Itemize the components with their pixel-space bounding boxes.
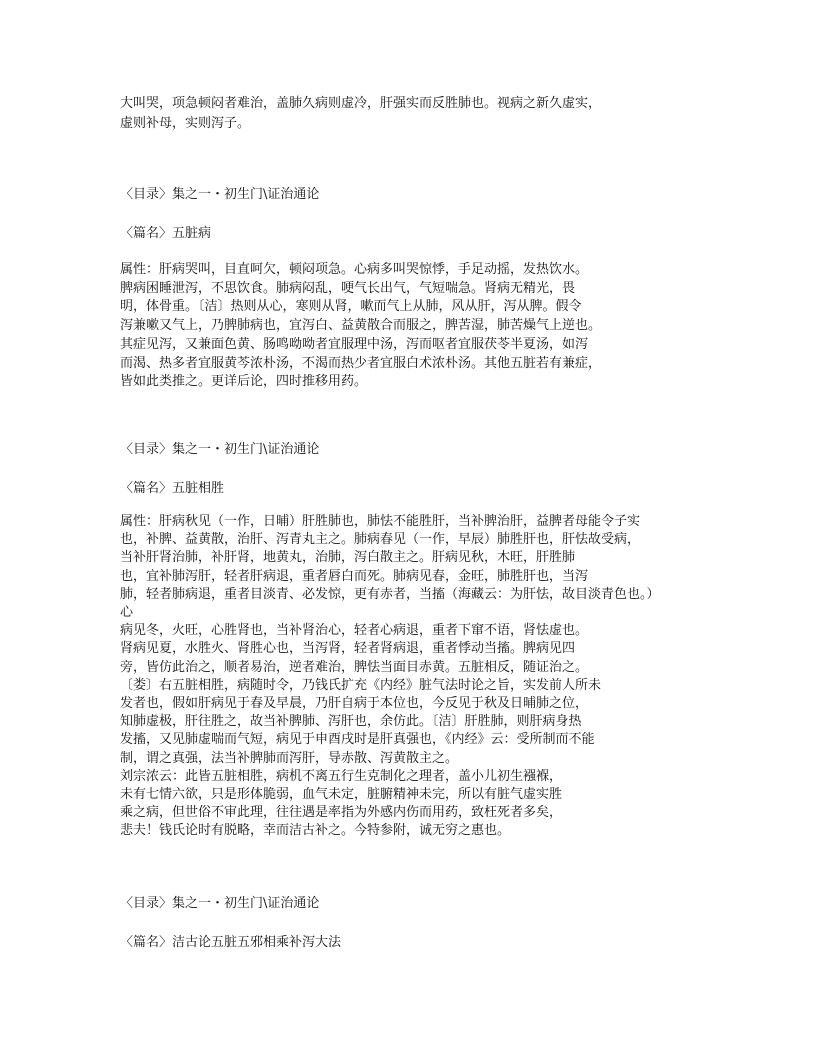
text-line: 制，谓之真强，法当补脾肺而泻肝，导赤散、泻黄散主之。 <box>120 750 459 766</box>
text-line: 发搐，又见肺虚喘而气短，病见于申酉戌时是肝真强也，《内经》云：受所制而不能 <box>120 732 595 748</box>
text-line: 〔娄〕右五脏相胜，病随时令，乃钱氏扩充《内经》脏气法时论之旨，实发前人所未 <box>120 677 602 693</box>
text-line: 病见冬，火旺，心胜肾也，当补肾治心，轻者心病退，重者下窜不语，肾怯虚也。 <box>120 623 589 639</box>
section-catalog-heading: 〈目录〉集之一・初生门\证治通论 <box>120 442 320 457</box>
text-line: 当补肝肾治肺，补肝肾，地黄丸，治肺，泻白散主之。肝病见秋，木旺，肝胜肺 <box>120 550 576 566</box>
section-catalog-heading: 〈目录〉集之一・初生门\证治通论 <box>120 896 320 911</box>
section-body-paragraph <box>120 261 710 392</box>
text-line: 属性：肝病秋见（一作，日晡）肝胜肺也，肺怯不能胜肝，当补脾治肝，益脾者母能令子实 <box>120 514 641 529</box>
section-body-paragraph <box>120 513 710 841</box>
text-line: 明，体骨重。〔洁〕热则从心，寒则从肾，嗽而气上从肺，风从肝，泻从脾。假令 <box>120 299 582 315</box>
text-line: 其症见泻，又兼面色黄、肠鸣呦呦者宜服理中汤，泻而呕者宜服茯苓半夏汤，如泻 <box>120 336 589 352</box>
text-line: 知肺虚极，肝往胜之，故当补脾肺、泻肝也，余仿此。〔洁〕肝胜肺，则肝病身热 <box>120 714 582 730</box>
text-line: 而渴、热多者宜服黄芩浓朴汤，不渴而热少者宜服白术浓朴汤。其他五脏若有兼症， <box>120 355 602 371</box>
text-line: 肾病见夏，水胜火、肾胜心也，当泻肾，轻者肾病退，重者悸动当搐。脾病见四 <box>120 641 576 657</box>
text-line: 悲夫！钱氏论时有脱略，幸而洁古补之。今特参附，诚无穷之惠也。 <box>120 823 511 839</box>
section-title-heading: 〈篇名〉五脏病 <box>120 226 212 241</box>
text-line: 虚则补母，实则泻子。 <box>120 116 251 131</box>
text-line: 刘宗浓云：此皆五脏相胜，病机不离五行生克制化之理者，盖小儿初生襁褓， <box>120 768 563 784</box>
section-title-heading: 〈篇名〉洁古论五脏五邪相乘补泻大法 <box>120 935 342 950</box>
section-title-heading: 〈篇名〉五脏相胜 <box>120 481 225 496</box>
text-line: 泻兼嗽又气上，乃脾肺病也，宜泻白、益黄散合而服之，脾苦湿，肺苦燥气上逆也。 <box>120 318 602 334</box>
section-catalog-heading: 〈目录〉集之一・初生门\证治通论 <box>120 187 320 202</box>
continuation-paragraph <box>120 94 710 134</box>
text-line: 心 <box>120 605 134 621</box>
text-line: 大叫哭，项急顿闷者难治，盖肺久病则虚冷，肝强实而反胜肺也。视病之新久虚实， <box>120 96 602 111</box>
text-line: 未有七情六欲，只是形体脆弱，血气未定，脏腑精神未完，所以有脏气虚实胜 <box>120 787 563 803</box>
text-line: 乘之病，但世俗不审此理，往往遇是率指为外感内伤而用药，致枉死者多矣， <box>120 805 563 821</box>
text-line: 也，宜补肺泻肝，轻者肝病退，重者唇白而死。肺病见春，金旺，肺胜肝也，当泻 <box>120 568 589 584</box>
text-line: 肺，轻者肺病退，重者目淡青、必发惊，更有赤者，当搐（海藏云：为肝怯，故目淡青色也。） <box>120 586 660 602</box>
text-line: 属性：肝病哭叫，目直呵欠，顿闷项急。心病多叫哭惊悸，手足动摇，发热饮水。 <box>120 262 589 277</box>
text-line: 发者也，假如肝病见于春及早晨，乃肝自病于本位也，今反见于秋及日晡肺之位， <box>120 696 589 712</box>
text-line: 脾病困睡泄泻，不思饮食。肺病闷乱，哽气长出气，气短喘急。肾病无精光，畏 <box>120 280 576 296</box>
text-line: 也，补脾、益黄散，治肝、泻青丸主之。肺病春见（一作，早辰）肺胜肝也，肝怯故受病， <box>120 532 641 548</box>
text-line: 皆如此类推之。更详后论，四时推移用药。 <box>120 374 368 390</box>
text-line: 旁，皆仿此治之，顺者易治，逆者难治，脾怯当面目赤黄。五脏相反，随证治之。 <box>120 659 589 675</box>
